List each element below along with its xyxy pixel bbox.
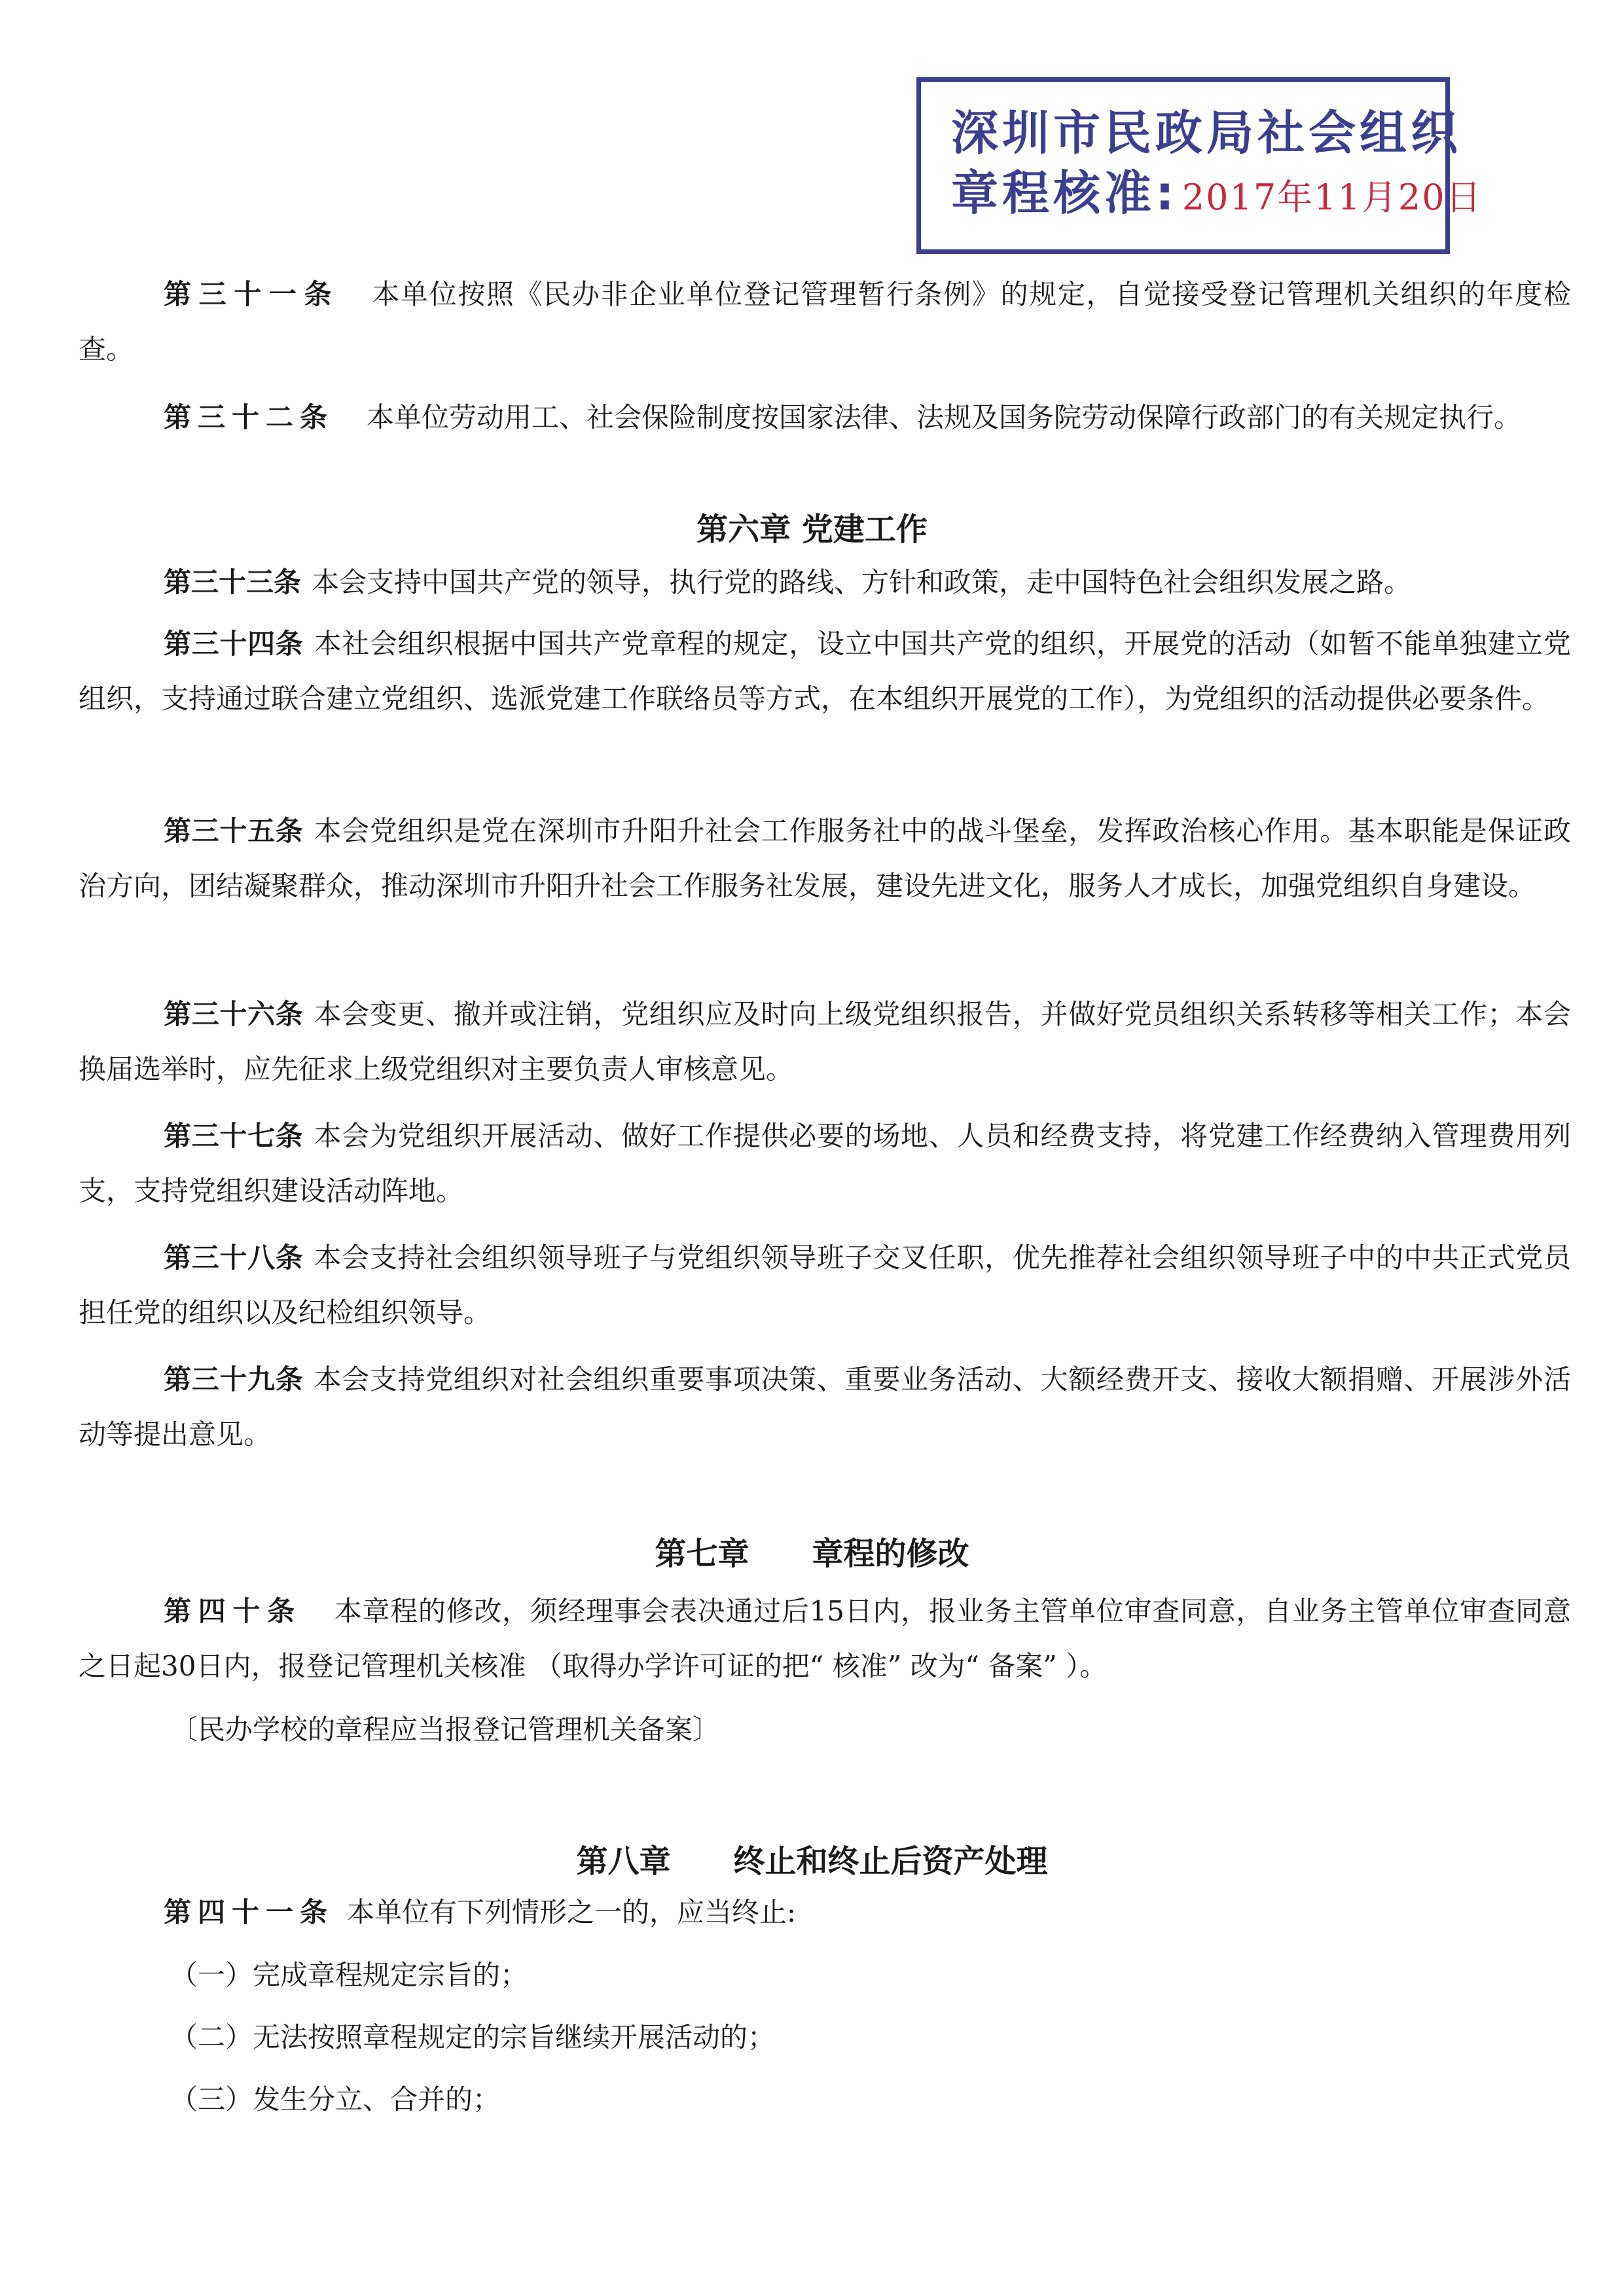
- article-label: 第三十一条: [164, 278, 340, 310]
- article-32: [79, 390, 1571, 445]
- stamp-label: 章程核准:: [951, 166, 1178, 221]
- stamp-authority: 深圳市民政局社会组织: [951, 105, 1462, 160]
- article-label: 第三十五条: [164, 815, 304, 847]
- article-label: 第三十二条: [164, 401, 334, 433]
- chapter-7-heading: 第七章 章程的修改: [655, 1535, 969, 1572]
- article-text: 本会支持社会组织领导班子与党组织领导班子交叉任职，优先推荐社会组织领导班子中的中共正式党员担任党的组织以及纪检组织领导。: [79, 1242, 1571, 1329]
- article-text: 本会变更、撤并或注销，党组织应及时向上级党组织报告，并做好党员组织关系转移等相关工作；本会换届选举时，应先征求上级党组织对主要负责人审核意见。: [79, 998, 1571, 1085]
- article-text: 本会支持中国共产党的领导，执行党的路线、方针和政策，走中国特色社会组织发展之路。: [312, 566, 1412, 598]
- article-31: [79, 267, 1571, 377]
- article-label: 第三十八条: [164, 1242, 304, 1274]
- article-label: 第三十七条: [164, 1120, 304, 1152]
- article-39: [79, 1352, 1571, 1462]
- article-35: [79, 804, 1571, 914]
- article-40: [79, 1584, 1571, 1694]
- article-text: 本章程的修改，须经理事会表决通过后15日内，报业务主管单位审查同意，自业务主管单位审查同意之日起30日内，报登记管理机关核准 （取得办学许可证的把“ 核准” 改为“ 备案” ）。: [79, 1595, 1571, 1682]
- article-36: [79, 987, 1571, 1097]
- article-33: [79, 555, 1571, 610]
- stamp-date: 2017年11月20日: [1182, 177, 1483, 218]
- article-41: [79, 1885, 1571, 1940]
- article-label: 第三十四条: [164, 628, 304, 660]
- article-label: 第四十条: [164, 1595, 302, 1627]
- article-text: 本会党组织是党在深圳市升阳升社会工作服务社中的战斗堡垒，发挥政治核心作用。基本职能是保证政治方向，团结凝聚群众，推动深圳市升阳升社会工作服务社发展，建设先进文化，服务人才成长，加强党组织自身建设。: [79, 815, 1571, 902]
- article-label: 第四十一条: [164, 1896, 334, 1928]
- article-text: 本单位有下列情形之一的，应当终止:: [347, 1896, 797, 1928]
- article-38: [79, 1230, 1571, 1340]
- list-item: （二）无法按照章程规定的宗旨继续开展活动的；: [170, 2021, 776, 2053]
- article-text: 本社会组织根据中国共产党章程的规定，设立中国共产党的组织，开展党的活动（如暂不能单独建立党组织，支持通过联合建立党组织、选派党建工作联络员等方式，在本组织开展党的工作），为党组织的活动提供必要条件。: [79, 628, 1571, 715]
- chapter-7-note: 〔民办学校的章程应当报登记管理机关备案〕: [170, 1713, 721, 1746]
- chapter-8-heading: 第八章 终止和终止后资产处理: [576, 1843, 1048, 1880]
- article-text: 本单位劳动用工、社会保险制度按国家法律、法规及国务院劳动保障行政部门的有关规定执行。: [367, 401, 1522, 433]
- list-item: （三）发生分立、合并的；: [170, 2083, 501, 2115]
- article-label: 第三十三条: [164, 566, 302, 598]
- approval-stamp: [916, 77, 1483, 254]
- article-text: 本单位按照《民办非企业单位登记管理暂行条例》的规定，自觉接受登记管理机关组织的年度检查。: [79, 278, 1571, 365]
- list-item: （一）完成章程规定宗旨的；: [170, 1959, 528, 1991]
- article-label: 第三十九条: [164, 1363, 304, 1395]
- article-label: 第三十六条: [164, 998, 304, 1030]
- article-text: 本会为党组织开展活动、做好工作提供必要的场地、人员和经费支持，将党建工作经费纳入管理费用列支，支持党组织建设活动阵地。: [79, 1120, 1571, 1207]
- article-37: [79, 1109, 1571, 1219]
- article-text: 本会支持党组织对社会组织重要事项决策、重要业务活动、大额经费开支、接收大额捐赠、开展涉外活动等提出意见。: [79, 1363, 1571, 1450]
- article-34: [79, 617, 1571, 726]
- chapter-6-heading: 第六章 党建工作: [696, 511, 928, 548]
